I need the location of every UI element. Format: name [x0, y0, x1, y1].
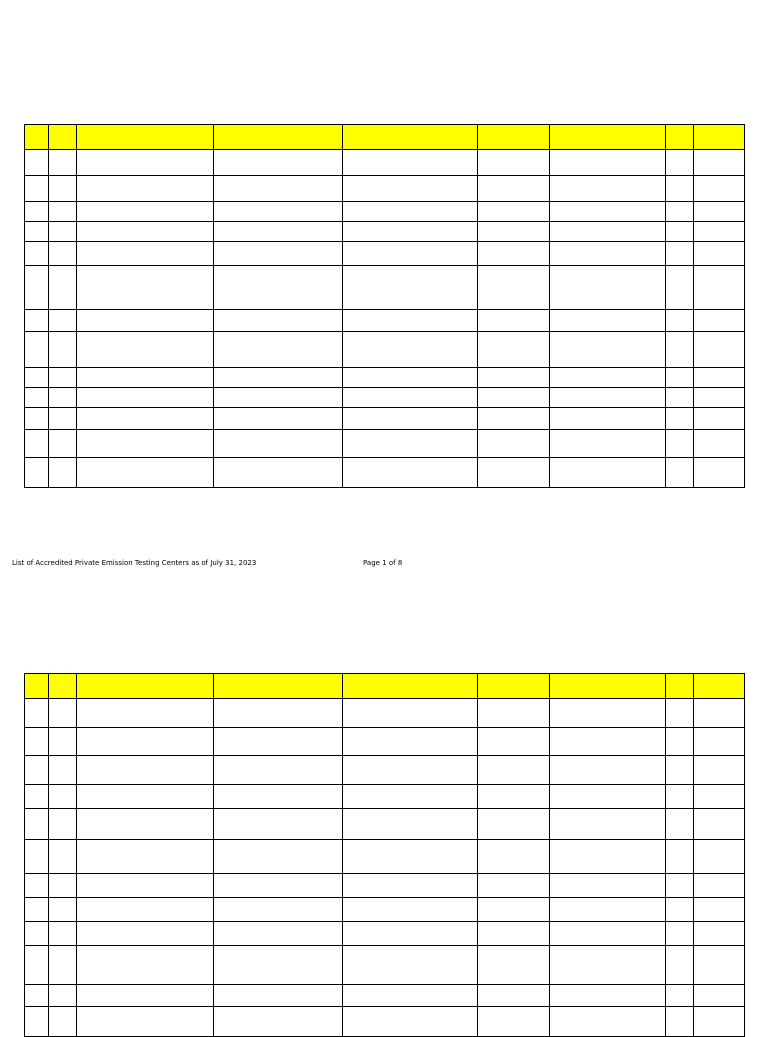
table-cell [49, 1007, 77, 1037]
table-cell [214, 368, 343, 388]
table-cell [478, 728, 550, 756]
table-cell [550, 1007, 666, 1037]
table-cell [694, 332, 745, 368]
table-cell [478, 408, 550, 430]
table-cell [550, 202, 666, 222]
table-row [25, 840, 745, 874]
table-cell [694, 242, 745, 266]
table-cell [77, 430, 214, 458]
table-cell [666, 150, 694, 176]
table-cell [343, 202, 478, 222]
table-cell [666, 176, 694, 202]
table-cell [694, 728, 745, 756]
table-cell [550, 785, 666, 809]
page-number: Page 1 of 8 [363, 559, 403, 567]
table-cell [343, 388, 478, 408]
table-cell [343, 332, 478, 368]
table-cell [550, 699, 666, 728]
table-cell [49, 150, 77, 176]
table-cell [550, 430, 666, 458]
table-cell [478, 946, 550, 985]
table-cell [214, 809, 343, 840]
table-cell [550, 809, 666, 840]
table-cell [49, 728, 77, 756]
table-cell [550, 840, 666, 874]
table-cell [214, 699, 343, 728]
table-cell [550, 176, 666, 202]
table-row [25, 922, 745, 946]
table-cell [478, 430, 550, 458]
table-cell [25, 874, 49, 898]
table-cell [214, 985, 343, 1007]
table-cell [214, 332, 343, 368]
table-cell [666, 266, 694, 310]
table-row [25, 946, 745, 985]
table-cell [77, 874, 214, 898]
table-cell [25, 728, 49, 756]
table-cell [478, 699, 550, 728]
table-cell [214, 785, 343, 809]
table-cell [77, 332, 214, 368]
table-cell [214, 176, 343, 202]
table-cell [550, 310, 666, 332]
table-cell [666, 985, 694, 1007]
table-cell [25, 368, 49, 388]
table-cell [214, 242, 343, 266]
table-cell [343, 310, 478, 332]
table-cell [25, 266, 49, 310]
header-cell [343, 125, 478, 150]
table-cell [343, 430, 478, 458]
table-row [25, 756, 745, 785]
table-cell [550, 946, 666, 985]
header-cell [49, 674, 77, 699]
table-row [25, 728, 745, 756]
table-cell [694, 430, 745, 458]
table-cell [550, 874, 666, 898]
table-cell [49, 458, 77, 488]
table-row [25, 310, 745, 332]
table-cell [25, 840, 49, 874]
table-cell [77, 785, 214, 809]
table-cell [343, 408, 478, 430]
header-cell [550, 674, 666, 699]
table-cell [478, 176, 550, 202]
table-cell [694, 785, 745, 809]
table-cell [666, 310, 694, 332]
table-cell [49, 266, 77, 310]
table-cell [25, 922, 49, 946]
table-cell [25, 756, 49, 785]
table-cell [25, 176, 49, 202]
table-cell [77, 242, 214, 266]
table-cell [666, 946, 694, 985]
header-cell [214, 674, 343, 699]
table-cell [77, 408, 214, 430]
table-cell [49, 840, 77, 874]
table-cell [343, 222, 478, 242]
table-cell [214, 430, 343, 458]
table-cell [694, 840, 745, 874]
table-cell [25, 985, 49, 1007]
table-cell [77, 176, 214, 202]
table-cell [25, 809, 49, 840]
table-cell [343, 1007, 478, 1037]
table-cell [694, 809, 745, 840]
table-cell [25, 946, 49, 985]
table-cell [694, 756, 745, 785]
table-cell [49, 874, 77, 898]
table-cell [694, 176, 745, 202]
table-cell [77, 922, 214, 946]
table-row [25, 699, 745, 728]
table-cell [478, 458, 550, 488]
table-cell [77, 728, 214, 756]
table-cell [550, 408, 666, 430]
header-cell [478, 674, 550, 699]
table-cell [49, 310, 77, 332]
table-cell [550, 266, 666, 310]
table-cell [694, 202, 745, 222]
table-cell [666, 898, 694, 922]
table-row [25, 368, 745, 388]
table-cell [343, 985, 478, 1007]
table-cell [214, 222, 343, 242]
header-cell [694, 674, 745, 699]
table-cell [77, 898, 214, 922]
table-cell [550, 922, 666, 946]
table-cell [666, 332, 694, 368]
table-cell [694, 946, 745, 985]
table-cell [49, 809, 77, 840]
table-cell [343, 946, 478, 985]
table-cell [49, 985, 77, 1007]
page-1-table [24, 124, 745, 488]
table-cell [25, 785, 49, 809]
table-cell [666, 242, 694, 266]
table-cell [550, 756, 666, 785]
table-cell [77, 756, 214, 785]
document-title: List of Accredited Private Emission Testing Centers as of July 31, 2023 [12, 559, 257, 567]
table-cell [550, 368, 666, 388]
table-cell [77, 946, 214, 985]
table-cell [343, 898, 478, 922]
table-cell [214, 1007, 343, 1037]
header-cell [478, 125, 550, 150]
table-row [25, 388, 745, 408]
table-cell [25, 310, 49, 332]
table-cell [694, 408, 745, 430]
table-cell [694, 310, 745, 332]
table-cell [214, 840, 343, 874]
table-cell [694, 458, 745, 488]
table-cell [343, 266, 478, 310]
table-cell [25, 242, 49, 266]
table-row [25, 785, 745, 809]
header-cell [550, 125, 666, 150]
table-row [25, 898, 745, 922]
table-cell [343, 785, 478, 809]
table-cell [77, 458, 214, 488]
table-cell [694, 699, 745, 728]
table-cell [550, 150, 666, 176]
header-cell [49, 125, 77, 150]
table-cell [478, 150, 550, 176]
table-cell [694, 874, 745, 898]
table-cell [478, 266, 550, 310]
table-cell [25, 332, 49, 368]
table-cell [666, 202, 694, 222]
table-cell [25, 408, 49, 430]
table-cell [49, 699, 77, 728]
table-cell [343, 874, 478, 898]
header-cell [666, 125, 694, 150]
header-cell [77, 674, 214, 699]
table-cell [49, 242, 77, 266]
table-cell [666, 430, 694, 458]
table-cell [478, 388, 550, 408]
table-cell [550, 458, 666, 488]
table-row [25, 266, 745, 310]
table-cell [49, 202, 77, 222]
table-cell [478, 368, 550, 388]
table-cell [343, 242, 478, 266]
table-cell [49, 922, 77, 946]
table-cell [694, 368, 745, 388]
table-cell [343, 809, 478, 840]
table-cell [550, 242, 666, 266]
table-cell [49, 430, 77, 458]
table-cell [694, 922, 745, 946]
table-cell [77, 985, 214, 1007]
table-cell [49, 388, 77, 408]
table-cell [666, 388, 694, 408]
table-cell [49, 898, 77, 922]
table-header [25, 125, 745, 150]
table-cell [550, 332, 666, 368]
table-cell [77, 699, 214, 728]
table-cell [214, 946, 343, 985]
table-cell [694, 150, 745, 176]
table-cell [77, 266, 214, 310]
table-cell [478, 898, 550, 922]
table-cell [343, 756, 478, 785]
table-cell [77, 840, 214, 874]
table-cell [214, 202, 343, 222]
table-cell [214, 408, 343, 430]
table-cell [77, 388, 214, 408]
header-row [25, 674, 745, 699]
table-cell [25, 699, 49, 728]
table-cell [49, 946, 77, 985]
table-cell [77, 202, 214, 222]
table-row [25, 874, 745, 898]
table-cell [694, 985, 745, 1007]
table-cell [49, 756, 77, 785]
table-header [25, 674, 745, 699]
table-row [25, 430, 745, 458]
table-body [25, 699, 745, 1037]
header-cell [343, 674, 478, 699]
table-cell [478, 922, 550, 946]
table-cell [694, 388, 745, 408]
header-cell [25, 674, 49, 699]
table-cell [343, 922, 478, 946]
table-cell [666, 368, 694, 388]
header-cell [214, 125, 343, 150]
table-cell [694, 222, 745, 242]
table-cell [77, 1007, 214, 1037]
header-row [25, 125, 745, 150]
table-cell [666, 922, 694, 946]
table-cell [25, 202, 49, 222]
table-row [25, 242, 745, 266]
table-row [25, 222, 745, 242]
table-cell [343, 840, 478, 874]
header-cell [666, 674, 694, 699]
table-cell [478, 222, 550, 242]
table-cell [478, 874, 550, 898]
table-cell [478, 756, 550, 785]
table-cell [25, 222, 49, 242]
table-cell [666, 840, 694, 874]
page-2-table [24, 673, 745, 1037]
table-cell [214, 756, 343, 785]
table-row [25, 1007, 745, 1037]
table-cell [214, 728, 343, 756]
table-row [25, 985, 745, 1007]
table-row [25, 408, 745, 430]
table-cell [49, 332, 77, 368]
table-cell [25, 898, 49, 922]
table-cell [550, 388, 666, 408]
table-cell [666, 756, 694, 785]
table-cell [49, 408, 77, 430]
table-cell [666, 408, 694, 430]
table-cell [214, 898, 343, 922]
table-row [25, 332, 745, 368]
table-cell [666, 458, 694, 488]
table-cell [77, 222, 214, 242]
table-cell [666, 1007, 694, 1037]
table-cell [343, 728, 478, 756]
table-cell [550, 985, 666, 1007]
header-cell [694, 125, 745, 150]
table-row [25, 809, 745, 840]
table-cell [49, 176, 77, 202]
table-cell [694, 898, 745, 922]
table-cell [25, 150, 49, 176]
table-cell [478, 310, 550, 332]
table-cell [77, 150, 214, 176]
table-cell [694, 1007, 745, 1037]
table-cell [666, 699, 694, 728]
table-cell [343, 150, 478, 176]
table-cell [666, 809, 694, 840]
table-row [25, 150, 745, 176]
table-row [25, 458, 745, 488]
table-cell [666, 728, 694, 756]
table-cell [478, 985, 550, 1007]
table-cell [77, 310, 214, 332]
table-cell [478, 1007, 550, 1037]
table-cell [343, 368, 478, 388]
table-cell [478, 332, 550, 368]
table-cell [77, 809, 214, 840]
table-cell [343, 176, 478, 202]
table-cell [666, 222, 694, 242]
table-cell [478, 242, 550, 266]
header-cell [25, 125, 49, 150]
table-cell [49, 368, 77, 388]
table-cell [25, 458, 49, 488]
table-cell [214, 922, 343, 946]
table-cell [343, 699, 478, 728]
table-cell [550, 898, 666, 922]
table-cell [214, 310, 343, 332]
table-cell [550, 728, 666, 756]
table-cell [550, 222, 666, 242]
table-row [25, 176, 745, 202]
table-cell [666, 785, 694, 809]
table-row [25, 202, 745, 222]
table-cell [214, 874, 343, 898]
table-cell [25, 388, 49, 408]
table-cell [25, 1007, 49, 1037]
table-cell [478, 202, 550, 222]
table-cell [478, 809, 550, 840]
table-cell [77, 368, 214, 388]
table-cell [25, 430, 49, 458]
table-cell [343, 458, 478, 488]
table-cell [214, 388, 343, 408]
header-cell [77, 125, 214, 150]
table-cell [694, 266, 745, 310]
table-cell [49, 222, 77, 242]
table-cell [49, 785, 77, 809]
table-body [25, 150, 745, 488]
table-cell [478, 840, 550, 874]
table-cell [214, 266, 343, 310]
table-cell [214, 458, 343, 488]
table-cell [666, 874, 694, 898]
table-cell [214, 150, 343, 176]
table-cell [478, 785, 550, 809]
